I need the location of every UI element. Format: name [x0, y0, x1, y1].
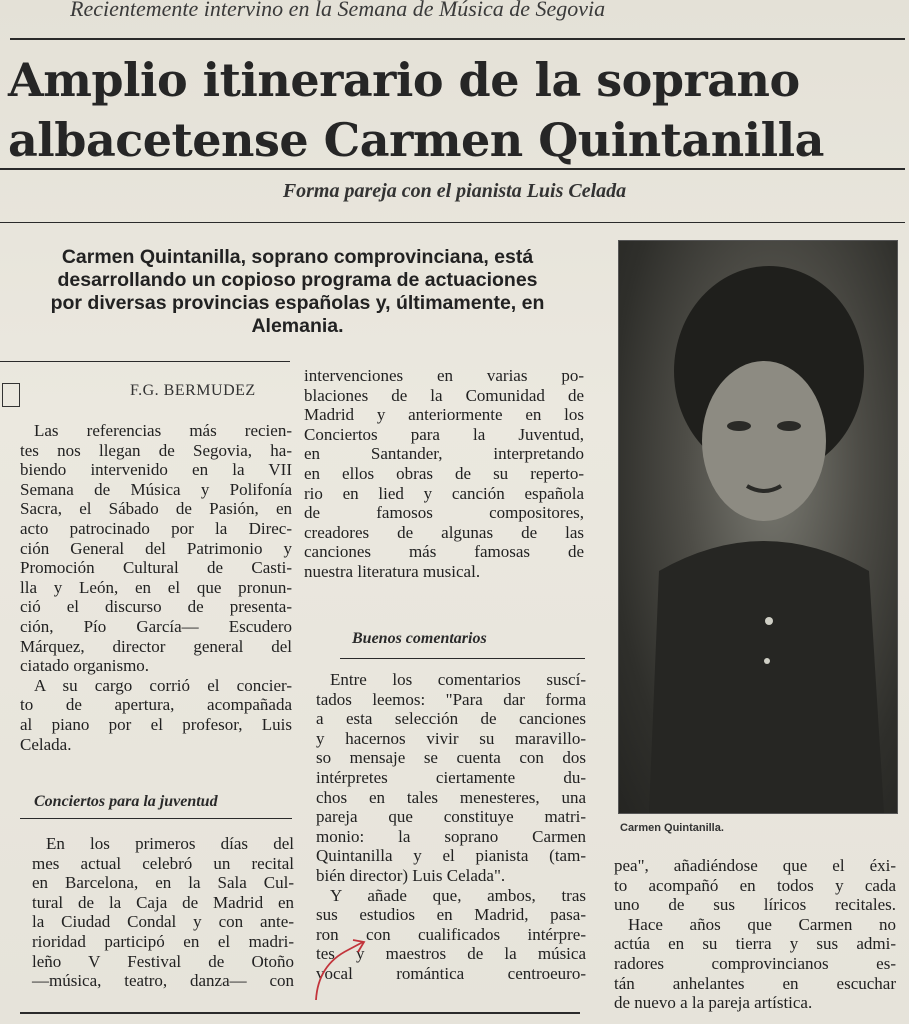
byline-marker — [2, 383, 20, 407]
headline-line: Amplio itinerario de la soprano — [8, 53, 800, 107]
headline — [8, 50, 903, 170]
article-column-2: intervenciones en varias po- blaciones de la Comunidad de Madrid y anteriormente en los Conciertos para la Juventud, en Santander, interpretando en ellos obras de su reperto- rio en lied y canción española de famosos compositores, creadores de algunas de las canciones más famosas de nuestra literatura musical. — [304, 366, 584, 581]
kicker: Recientemente intervino en la Semana de Música de Segovia — [70, 0, 606, 21]
divider — [0, 222, 905, 223]
divider — [340, 658, 585, 659]
article-column-1: Las referencias más recien- tes nos llegan de Segovia, ha- biendo intervenido en la VII Semana de Música y Polifonía Sacra, el Sábado de Pasión, en acto patrocinado por la Direc- ción General del Patrimonio y Promoción Cultural de Casti- lla y León, en el que pronun- ció el discurso de presenta- ción, Pío García— Escudero Márquez, director general del ciatado organismo. A su cargo corrió el concier- to de apertura, acompañada al piano por el profesor, Luis Celada. — [20, 421, 292, 754]
section-heading: Buenos comentarios — [352, 630, 487, 647]
subheadline: Forma pareja con el pianista Luis Celada — [282, 180, 627, 202]
lead-paragraph: Carmen Quintanilla, soprano comprovinciana, está desarrollando un copioso programa de actuaciones por diversas provincias españolas y, últimamente, en Alemania. — [50, 246, 545, 337]
divider — [0, 361, 290, 362]
photo-caption: Carmen Quintanilla. — [620, 822, 724, 834]
article-column-2-continued: Entre los comentarios suscí- tados leemos: "Para dar forma a esta selección de canciones y hacernos vivir su maravillo- so mensaje se cuenta con dos intérpretes ciertamente du- chos en tales menesteres, una pareja que constituye matri- monio: la soprano Carmen Quintanilla y el pianista (tam- bién director) Luis Celada". Y añade que, ambos, tras sus estudios en Madrid, pasa- ron con cualificados intérpre- tes y maestros de la música vocal romántica centroeuro- — [316, 670, 586, 983]
byline: F.G. BERMUDEZ — [130, 382, 256, 399]
divider — [10, 38, 905, 40]
headline-line: albacetense Carmen Quintanilla — [8, 113, 824, 167]
divider — [20, 818, 292, 819]
divider — [0, 168, 905, 170]
article-column-1-continued: En los primeros días del mes actual celebró un recital en Barcelona, en la Sala Cul- tural de la Caja de Madrid en la Ciudad Condal y con ante- rioridad participó en el madri- leño V Festival de Otoño —música, teatro, danza— con — [32, 834, 294, 991]
section-heading: Conciertos para la juventud — [34, 793, 218, 810]
divider — [20, 1012, 580, 1014]
portrait-illustration — [619, 241, 897, 813]
portrait-photo — [618, 240, 898, 814]
handwritten-arrow — [308, 930, 378, 1010]
article-column-3: pea", añadiéndose que el éxi- to acompañó en todos y cada uno de sus líricos recitales. Hace años que Carmen no actúa en su tierra y sus admi- radores comprovincianos es- tán anhelantes en escuchar de nuevo a la pareja artística. — [614, 856, 896, 1013]
